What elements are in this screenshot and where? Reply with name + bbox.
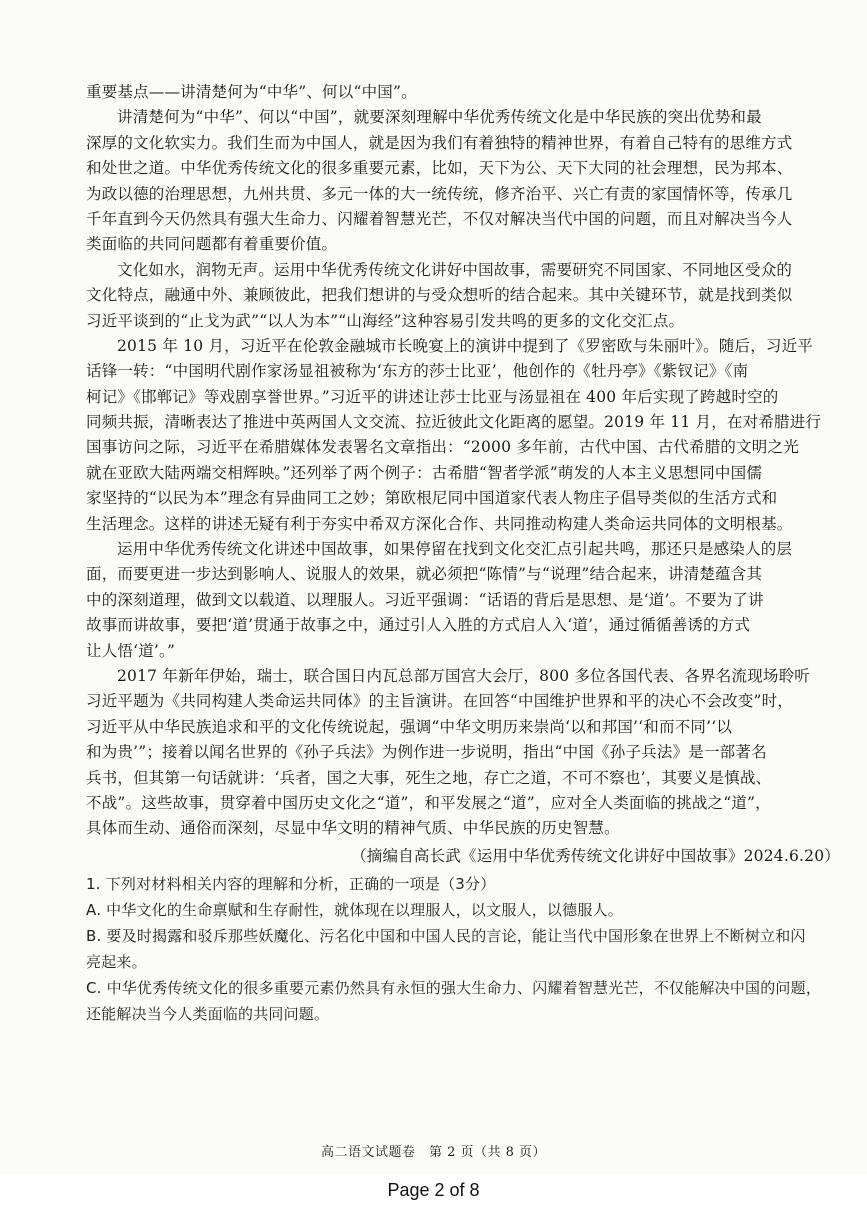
paragraph-line: 2017 年新年伊始，瑞士，联合国日内瓦总部万国宫大会厅，800 多位各国代表、各界名流现场聆听	[117, 666, 810, 685]
paragraph-line: 深厚的文化软实力。我们生而为中国人，就是因为我们有着独特的精神世界，有着自己特有的思维方式	[86, 133, 793, 152]
paragraph-line: 面，而要更进一步达到影响人、说服人的效果，就必须把“陈情”与“说理”结合起来，讲清楚蕴含其	[86, 565, 763, 584]
paragraph-line: 家坚持的“以民为本”理念有异曲同工之妙；第欧根尼同中国道家代表人物庄子倡导类似的生活方式和	[86, 489, 778, 508]
question-stem: 1. 下列对材料相关内容的理解和分析，正确的一项是（3分）	[86, 875, 496, 894]
paragraph-line: 同频共振，清晰表达了推进中英两国人文交流、拉近彼此文化距离的愿望。2019 年 11 月，在对希腊进行	[86, 413, 822, 432]
paragraph-line: 让人悟‘道’。”	[86, 641, 176, 660]
paragraph-line: 2015 年 10 月，习近平在伦敦金融城市长晚宴上的演讲中提到了《罗密欧与朱丽叶》。随后，习近平	[117, 336, 814, 355]
paragraph-3	[86, 334, 856, 537]
option-a: A. 中华文化的生命禀赋和生存耐性，就体现在以理服人，以文服人，以德服人。	[86, 901, 623, 920]
paragraph-line: 国事访问之际，习近平在希腊媒体发表署名文章指出：“2000 多年前，古代中国、古代希腊的文明之光	[86, 438, 799, 457]
paragraph-line: 和处世之道。中华优秀传统文化的很多重要元素，比如，天下为公、天下大同的社会理想，民为邦本、	[86, 159, 793, 178]
paragraph-line: 兵书，但其第一句话就讲：‘兵者，国之大事，死生之地，存亡之道，不可不察也’，其要义是慎战、	[86, 768, 772, 787]
paragraph-4	[86, 537, 856, 664]
paragraph-line: 具体而生动、通俗而深刻，尽显中华文明的精神气质、中华民族的历史智慧。	[86, 819, 620, 838]
paragraph-line: 中的深刻道理，做到文以载道、以理服人。习近平强调：“话语的背后是思想、是‘道’。不要为了讲	[86, 590, 764, 609]
paragraph-5	[86, 664, 856, 842]
question-1	[86, 871, 856, 1027]
paragraph-1	[86, 105, 856, 257]
paragraph-2	[86, 258, 856, 334]
paragraph-line: 为政以德的治理思想，九州共贯、多元一体的大一统传统，修齐治平、兴亡有责的家国情怀等，传承几	[86, 184, 793, 203]
paragraph-line: 生活理念。这样的讲述无疑有利于夯实中希双方深化合作、共同推动构建人类命运共同体的文明根基。	[86, 514, 793, 533]
paragraph-line: 文化如水，润物无声。运用中华优秀传统文化讲好中国故事，需要研究不同国家、不同地区受众的	[117, 260, 793, 279]
option-c: C. 中华优秀传统文化的很多重要元素仍然具有永恒的强大生命力、闪耀着智慧光芒，不仅能解决中国的问题，	[86, 979, 822, 998]
document-body	[86, 80, 856, 1027]
option-b-continued: 亮起来。	[86, 953, 147, 972]
paragraph-line: 习近平从中华民族追求和平的文化传统说起，强调“中华文明历来崇尚‘以和邦国’‘和而不同’‘以	[86, 717, 733, 736]
paragraph-line: 就在亚欧大陆两端交相辉映。”还列举了两个例子：古希腊“智者学派”萌发的人本主义思想同中国儒	[86, 463, 763, 482]
source-citation: （摘编自高长武《运用中华优秀传统文化讲好中国故事》2024.6.20）	[351, 846, 840, 865]
paragraph-line: 文化特点，融通中外、兼顾彼此，把我们想讲的与受众想听的结合起来。其中关键环节，就是找到类似	[86, 286, 793, 305]
option-b: B. 要及时揭露和驳斥那些妖魔化、污名化中国和中国人民的言论，能让当代中国形象在世界上不断树立和闪	[86, 927, 806, 946]
paragraph-line: 和为贵’”；接着以闻名世界的《孙子兵法》为例作进一步说明，指出“中国《孙子兵法》是一部著名	[86, 743, 767, 762]
exam-footer: 高二语文试题卷 第 2 页（共 8 页）	[320, 1145, 547, 1160]
paragraph-line: 话锋一转：“中国明代剧作家汤显祖被称为‘东方的莎士比亚’，他创作的《牡丹亭》《紫钗记》《南	[86, 362, 749, 381]
paragraph-line: 习近平题为《共同构建人类命运共同体》的主旨演讲。在回答“中国维护世界和平的决心不会改变”时，	[86, 692, 794, 711]
paragraph-line: 讲清楚何为“中华”、何以“中国”，就要深刻理解中华优秀传统文化是中华民族的突出优势和最	[117, 108, 762, 127]
paragraph-line: 不战”。这些故事，贯穿着中国历史文化之“道”，和平发展之“道”，应对全人类面临的挑战之“道”，	[86, 793, 771, 812]
page-indicator: Page 2 of 8	[387, 1180, 480, 1200]
paragraph-line: 类面临的共同问题都有着重要价值。	[86, 235, 338, 254]
paragraph-line: 运用中华优秀传统文化讲述中国故事，如果停留在找到文化交汇点引起共鸣，那还只是感染人的层	[117, 540, 793, 559]
paragraph-line: 千年直到今天仍然具有强大生命力、闪耀着智慧光芒，不仅对解决当代中国的问题，而且对解决当今人	[86, 209, 793, 228]
section-heading: 重要基点——讲清楚何为“中华”、何以“中国”。	[86, 83, 417, 101]
paragraph-line: 习近平谈到的“止戈为武”“以人为本”“山海经”这种容易引发共鸣的更多的文化交汇点。	[86, 311, 685, 330]
option-c-continued: 还能解决当今人类面临的共同问题。	[86, 1005, 330, 1024]
paragraph-line: 柯记》《邯郸记》等戏剧享誉世界。”习近平的讲述让莎士比亚与汤显祖在 400 年后实现了跨越时空的	[86, 387, 779, 406]
paragraph-line: 故事而讲故事，要把‘道’贯通于故事之中，通过引人入胜的方式启人入‘道’，通过循循善诱的方式	[86, 616, 751, 635]
